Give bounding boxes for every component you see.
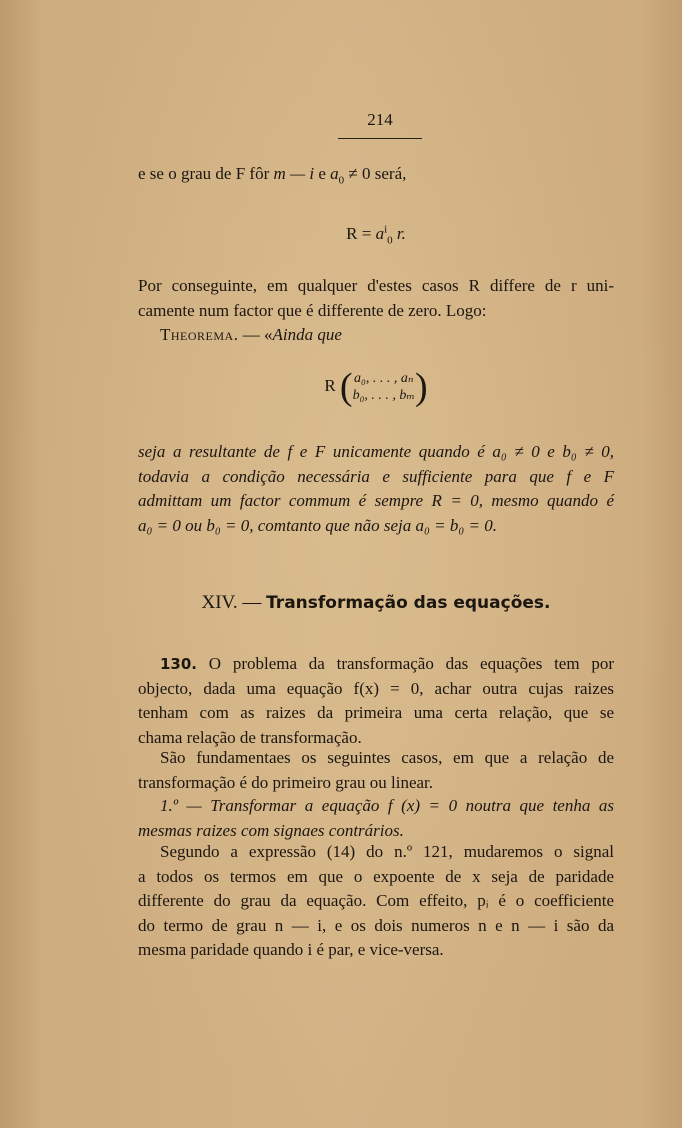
line-grau: e se o grau de F fôr m — i e $a_0 \ne 0$ será, — [138, 164, 407, 187]
theorem-statement: seja a resultante de f e F unicamente quando é a₀ ≠ 0 e b₀ ≠ 0, todavia a condição necessária e sufficiente para que f e F admittam um factor commum é sempre R = 0, mesmo quando é a₀ = 0 ou b₀ = 0, comtanto que não seja a₀ = b₀ = 0. — [138, 442, 614, 535]
resultant-matrix: a₀, . . . , aₙ b₀, . . . , bₘ — [352, 371, 416, 403]
paragraph-fundamentaes: São fundamentaes os seguintes casos, em que a relação de transformação é do primeiro grau ou linear. — [138, 748, 614, 792]
paragraph-conseguinte: Por conseguinte, em qualquer d'estes casos R differe de r uni- camente num factor que é differente de zero. Logo: Theorema. — «Ainda que — [138, 274, 614, 348]
resultant-formula: R (a₀, . . . , aₙ b₀, . . . , bₘ) — [324, 366, 428, 408]
section-heading: XIV. — Transformação das equações. — [201, 592, 551, 613]
case-1: 1.º — Transformar a equação f (x) = 0 noutra que tenha as mesmas raizes com signaes contrários. — [138, 796, 614, 840]
theorem-intro: Theorema. — «Ainda que — [160, 325, 342, 344]
paragraph-130: 130. O problema da transformação das equações tem por objecto, dada uma equação f(x) = 0, achar outra cujas raizes tenham com as raizes da primeira uma certa relação, que se chama relação de transformação. — [138, 654, 614, 747]
paragraph-number: 130. — [160, 655, 198, 673]
header-rule — [338, 138, 422, 139]
formula-r: $R = a^i_0$ r. — [346, 223, 406, 247]
page-number: 214 — [367, 110, 393, 129]
paragraph-segundo: Segundo a expressão (14) do n.º 121, mudaremos o signal a todos os termos em que o expoente de x seja de paridade differente do grau da equação. Com effeito, pᵢ é o coefficiente do termo de grau n — i, e os dois numeros n e n — i são da mesma paridade quando i é par, e vice-versa. — [138, 842, 614, 959]
